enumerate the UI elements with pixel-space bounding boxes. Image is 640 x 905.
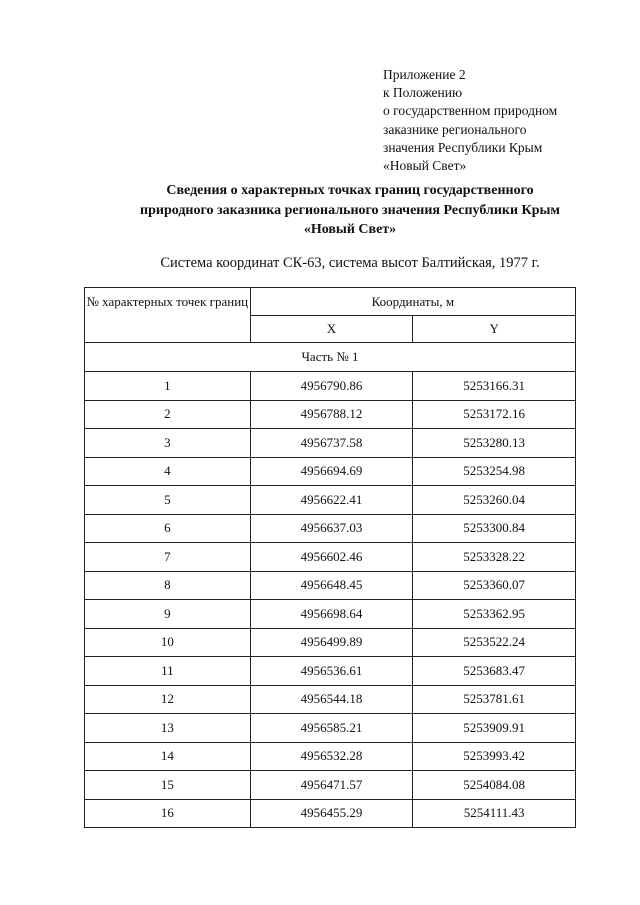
- appendix-header: [383, 66, 557, 175]
- point-number-cell: 8: [85, 571, 251, 600]
- y-coordinate-cell: 5253993.42: [413, 742, 576, 771]
- table-row: [85, 486, 576, 515]
- x-coordinate-cell: 4956698.64: [250, 600, 413, 629]
- point-number-cell: 7: [85, 543, 251, 572]
- table-row: [85, 742, 576, 771]
- table-row: [85, 714, 576, 743]
- point-number-cell: 3: [85, 429, 251, 458]
- y-coordinate-cell: 5254111.43: [413, 799, 576, 828]
- y-coordinate-cell: 5253522.24: [413, 628, 576, 657]
- x-coordinate-cell: 4956455.29: [250, 799, 413, 828]
- y-coordinate-cell: 5253166.31: [413, 372, 576, 401]
- table-row: [85, 657, 576, 686]
- y-coordinate-cell: 5253909.91: [413, 714, 576, 743]
- y-coordinate-cell: 5253254.98: [413, 457, 576, 486]
- table-row: [85, 543, 576, 572]
- appendix-line: значения Республики Крым: [383, 139, 543, 155]
- appendix-line: к Положению: [383, 85, 463, 101]
- point-number-cell: 6: [85, 514, 251, 543]
- table-row: [85, 771, 576, 800]
- x-coordinate-cell: 4956585.21: [250, 714, 413, 743]
- point-number-cell: 10: [85, 628, 251, 657]
- point-number-cell: 2: [85, 400, 251, 429]
- y-coordinate-cell: 5253260.04: [413, 486, 576, 515]
- x-coordinate-cell: 4956602.46: [250, 543, 413, 572]
- table-row: [85, 457, 576, 486]
- x-coordinate-cell: 4956536.61: [250, 657, 413, 686]
- x-coordinate-cell: 4956637.03: [250, 514, 413, 543]
- y-coordinate-cell: 5253781.61: [413, 685, 576, 714]
- header-point-number: № характерных точек границ: [85, 288, 251, 343]
- table-row: [85, 685, 576, 714]
- table-row: [85, 571, 576, 600]
- document-title: [60, 181, 640, 240]
- y-coordinate-cell: 5253300.84: [413, 514, 576, 543]
- x-coordinate-cell: 4956737.58: [250, 429, 413, 458]
- title-line: «Новый Свет»: [303, 222, 397, 237]
- x-coordinate-cell: 4956499.89: [250, 628, 413, 657]
- point-number-cell: 4: [85, 457, 251, 486]
- y-coordinate-cell: 5253172.16: [413, 400, 576, 429]
- header-coordinates: Координаты, м: [250, 288, 575, 316]
- point-number-cell: 5: [85, 486, 251, 515]
- table-row: [85, 429, 576, 458]
- appendix-line: о государственном природном: [383, 103, 558, 119]
- point-number-cell: 16: [85, 799, 251, 828]
- point-number-cell: 9: [85, 600, 251, 629]
- x-coordinate-cell: 4956790.86: [250, 372, 413, 401]
- header-x: X: [250, 316, 413, 343]
- y-coordinate-cell: 5253328.22: [413, 543, 576, 572]
- point-number-cell: 1: [85, 372, 251, 401]
- coordinate-system-note: Система координат СК-63, система высот Балтийская, 1977 г.: [160, 255, 540, 271]
- x-coordinate-cell: 4956694.69: [250, 457, 413, 486]
- point-number-cell: 15: [85, 771, 251, 800]
- table-row: [85, 799, 576, 828]
- x-coordinate-cell: 4956544.18: [250, 685, 413, 714]
- x-coordinate-cell: 4956648.45: [250, 571, 413, 600]
- point-number-cell: 13: [85, 714, 251, 743]
- appendix-line: Приложение 2: [383, 67, 466, 82]
- x-coordinate-cell: 4956532.28: [250, 742, 413, 771]
- table-row: [85, 514, 576, 543]
- point-number-cell: 14: [85, 742, 251, 771]
- table-row: [85, 372, 576, 401]
- point-number-cell: 11: [85, 657, 251, 686]
- coordinates-table: [84, 287, 576, 828]
- x-coordinate-cell: 4956471.57: [250, 771, 413, 800]
- part-label: Часть № 1: [85, 343, 576, 372]
- y-coordinate-cell: 5253280.13: [413, 429, 576, 458]
- x-coordinate-cell: 4956622.41: [250, 486, 413, 515]
- header-y: Y: [413, 316, 576, 343]
- appendix-line: заказнике регионального: [383, 121, 527, 137]
- table-row: [85, 400, 576, 429]
- title-line: природного заказника регионального значения Республики Крым: [140, 202, 560, 218]
- y-coordinate-cell: 5253362.95: [413, 600, 576, 629]
- x-coordinate-cell: 4956788.12: [250, 400, 413, 429]
- y-coordinate-cell: 5254084.08: [413, 771, 576, 800]
- title-line: Сведения о характерных точках границ государственного: [166, 183, 534, 198]
- point-number-cell: 12: [85, 685, 251, 714]
- table-row: [85, 600, 576, 629]
- table-row: [85, 628, 576, 657]
- y-coordinate-cell: 5253683.47: [413, 657, 576, 686]
- y-coordinate-cell: 5253360.07: [413, 571, 576, 600]
- appendix-line: «Новый Свет»: [383, 158, 467, 174]
